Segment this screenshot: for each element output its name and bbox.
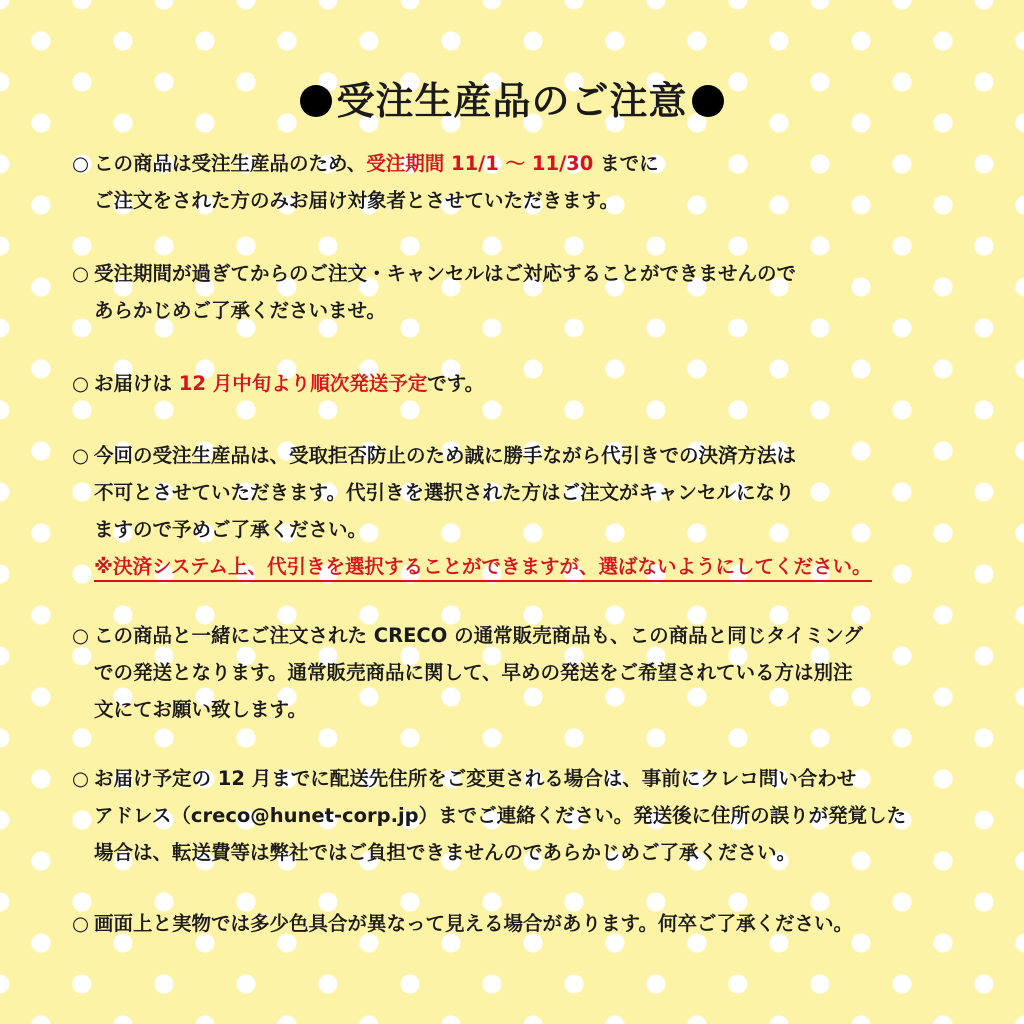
bullet-circle: ○ <box>72 372 90 395</box>
bullet-circle: ○ <box>72 624 90 647</box>
notice-line: ○ 受注期間が過ぎてからのご注文・キャンセルはご対応することができませんので <box>72 255 972 292</box>
notice-cancellation <box>72 255 972 329</box>
notice-line: あらかじめご了承くださいませ。 <box>94 299 386 322</box>
payment-warning: ※決済システム上、代引きを選択することができますが、選ばないようにしてください。 <box>94 555 872 582</box>
notice-line: ますので予めご了承ください。 <box>94 518 368 541</box>
bullet-circle: ○ <box>72 912 90 935</box>
bullet-circle: ○ <box>72 262 90 285</box>
order-period-highlight: 受注期間 11/1 ～ 11/30 <box>366 152 594 175</box>
notice-line: ○ この商品は受注生産品のため、受注期間 11/1 ～ 11/30 までに <box>72 145 972 182</box>
notice-line: ○ 画面上と実物では多少色具合が異なって見える場合があります。何卒ご了承ください。 <box>72 905 972 942</box>
bullet-circle: ○ <box>72 444 90 467</box>
notice-line: ○ お届け予定の 12 月までに配送先住所をご変更される場合は、事前にクレコ問い合わせ <box>72 760 972 797</box>
black-circle-icon <box>300 85 332 117</box>
page-title <box>0 70 1024 125</box>
notice-line: 不可とさせていただきます。代引きを選択された方はご注文がキャンセルになり <box>94 481 795 504</box>
black-circle-icon <box>692 85 724 117</box>
delivery-date-highlight: 12 月中旬より順次発送予定 <box>178 372 428 395</box>
notice-combined-shipping <box>72 617 972 728</box>
notice-line: ○ お届けは 12 月中旬より順次発送予定です。 <box>72 365 972 402</box>
notice-line: ○ 今回の受注生産品は、受取拒否防止のため誠に勝手ながら代引きでの決済方法は <box>72 437 972 474</box>
notice-line: ご注文をされた方のみお届け対象者とさせていただきます。 <box>94 189 619 212</box>
notice-color-difference <box>72 905 972 942</box>
notice-line <box>72 548 972 585</box>
notice-line: での発送となります。通常販売商品に関して、早めの発送をご希望されている方は別注 <box>94 661 853 684</box>
notice-line: ○ この商品と一緒にご注文された CRECO の通常販売商品も、この商品と同じタイミング <box>72 617 972 654</box>
bullet-circle: ○ <box>72 767 90 790</box>
notice-line: アドレス（creco@hunet-corp.jp）までご連絡ください。発送後に住所の誤りが発覚した <box>94 804 907 827</box>
notice-delivery-date <box>72 365 972 402</box>
notice-line: 場合は、転送費等は弊社ではご負担できませんのであらかじめご了承ください。 <box>94 841 797 864</box>
bullet-circle: ○ <box>72 152 90 175</box>
notice-line: 文にてお願い致します。 <box>94 698 307 721</box>
notice-address-change <box>72 760 972 871</box>
notice-payment <box>72 437 972 585</box>
title-text: 受注生産品のご注意 <box>336 79 688 123</box>
notice-order-period <box>72 145 972 219</box>
